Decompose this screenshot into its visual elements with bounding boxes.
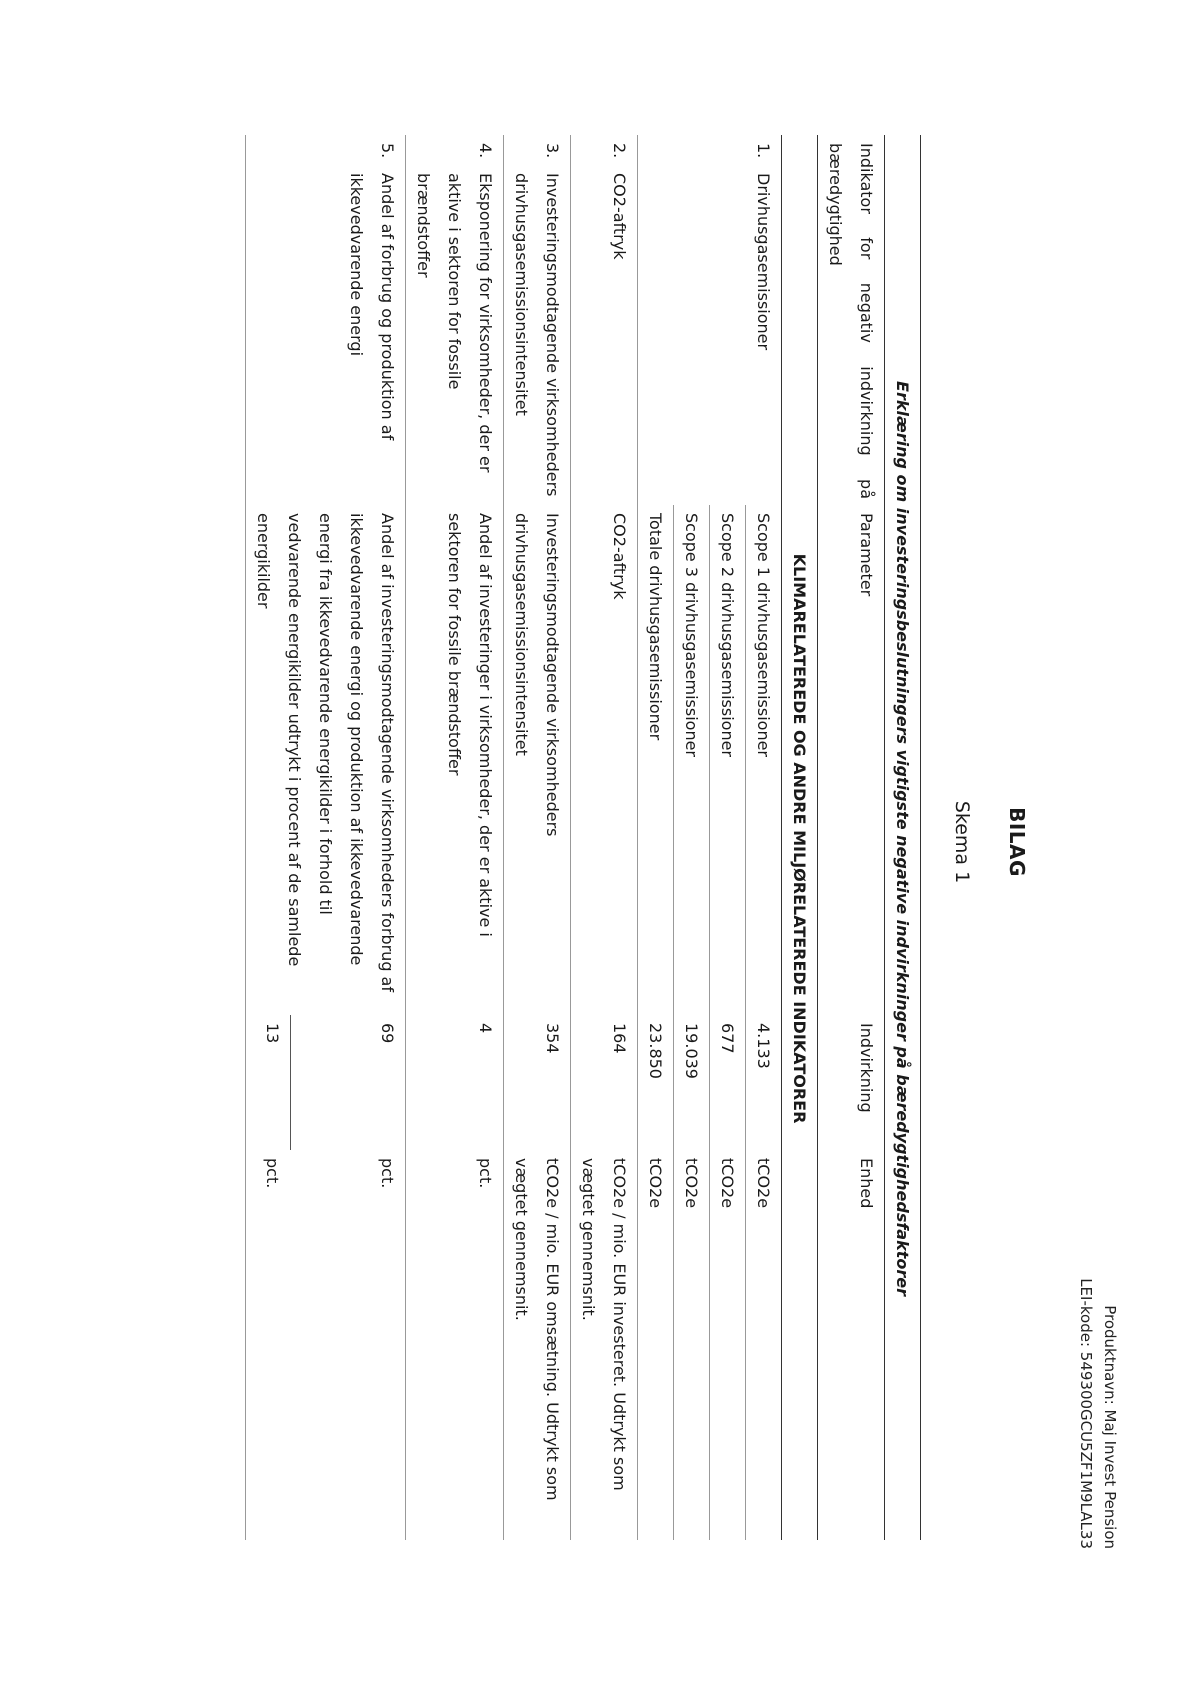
impact-cell: 677 (710, 1015, 746, 1150)
column-header-indicator: Indikator for negativ indvirkning på bæredygtighed (818, 135, 885, 505)
column-header-parameter: Parameter (818, 505, 885, 1015)
parameter-cell: Investeringsmodtagende virksomheders drivhusgasemissionsintensitet (504, 505, 571, 1015)
table-row (406, 135, 504, 1540)
parameter-cell: Scope 2 drivhusgasemissioner (710, 505, 746, 1015)
row-number: 5. (378, 143, 397, 159)
page-title: BILAG (1005, 807, 1029, 877)
page-subtitle: Skema 1 (951, 800, 973, 884)
unit-cell: tCO2e (746, 1150, 782, 1540)
impact-cell: 164 (571, 1015, 638, 1150)
indicator-cell (504, 135, 571, 505)
unit-cell: tCO2e (674, 1150, 710, 1540)
table-row (746, 135, 782, 1540)
parameter-cell: Scope 1 drivhusgasemissioner (746, 505, 782, 1015)
row-number: 2. (610, 143, 629, 159)
impact-cell: 69 (378, 1023, 397, 1044)
indicator-cell (246, 135, 406, 505)
table-row (504, 135, 571, 1540)
column-header-unit: Enhed (818, 1150, 885, 1540)
indicator-cell (406, 135, 504, 505)
table-row (291, 135, 406, 1540)
impact-cell: 23.850 (638, 1015, 674, 1150)
table-caption-row (885, 135, 921, 1540)
parameter-cell: Andel af investeringsmodtagende virksomheders forbrug af ikkevedvarende energi og produktion af ikkevedvarende energi fra ikkevedvarende energikilder i forhold til vedvarende energikilder udtrykt i procent af de samlede energikilder (246, 505, 406, 1015)
table-header-row (818, 135, 885, 1540)
row-number: 4. (476, 143, 495, 159)
indicator-cell (638, 135, 782, 505)
table-row (571, 135, 638, 1540)
parameter-cell: CO2-aftryk (571, 505, 638, 1015)
section-header-row (782, 135, 818, 1540)
unit-cell: pct. (378, 1158, 397, 1189)
unit-cell: tCO2e / mio. EUR omsætning. Udtrykt som vægtet gennemsnit. (504, 1150, 571, 1540)
section-heading: KLIMARELATEREDE OG ANDRE MILJØRELATEREDE INDIKATORER (782, 135, 818, 1540)
impact-cell: 4 (406, 1015, 504, 1150)
indicator-name: Investeringsmodtagende virksomheders drivhusgasemissionsintensitet (512, 173, 562, 497)
indicator-name: Andel af forbrug og produktion af ikkevedvarende energi (347, 173, 397, 441)
row-number: 3. (543, 143, 562, 159)
parameter-cell: Totale drivhusgasemissioner (638, 505, 674, 1015)
parameter-cell: Andel af investeringer i virksomheder, der er aktive i sektoren for fossile brændstoffer (406, 505, 504, 1015)
column-header-impact: Indvirkning (818, 1015, 885, 1150)
unit-cell: pct. (406, 1150, 504, 1540)
indicator-name: Eksponering for virksomheder, der er aktive i sektoren for fossile brændstoffer (414, 173, 495, 473)
indicator-name: Drivhusgasemissioner (754, 173, 773, 351)
impact-cell: 4.133 (746, 1015, 782, 1150)
product-name: Produktnavn: Maj Invest Pension (1101, 1305, 1119, 1549)
pai-table (245, 135, 921, 1540)
indicator-cell (571, 135, 638, 505)
lei-code: LEI-kode: 549300GCU5ZF1M9LAL33 (1077, 1278, 1095, 1549)
unit-cell: tCO2e (710, 1150, 746, 1540)
indicator-name: CO2-aftryk (610, 173, 629, 260)
impact-cell: 13 (246, 1015, 291, 1150)
impact-cell: 19.039 (674, 1015, 710, 1150)
unit-cell: pct. (246, 1150, 291, 1540)
table-caption: Erklæring om investeringsbeslutningers vigtigste negative indvirkninger på bæredygtighedsfaktorer (885, 135, 921, 1540)
impact-cell: 354 (504, 1015, 571, 1150)
document-header (1074, 1278, 1122, 1549)
row-number: 1. (754, 143, 773, 159)
unit-cell: tCO2e / mio. EUR investeret. Udtrykt som vægtet gennemsnit. (571, 1150, 638, 1540)
unit-cell: tCO2e (638, 1150, 674, 1540)
parameter-cell: Scope 3 drivhusgasemissioner (674, 505, 710, 1015)
